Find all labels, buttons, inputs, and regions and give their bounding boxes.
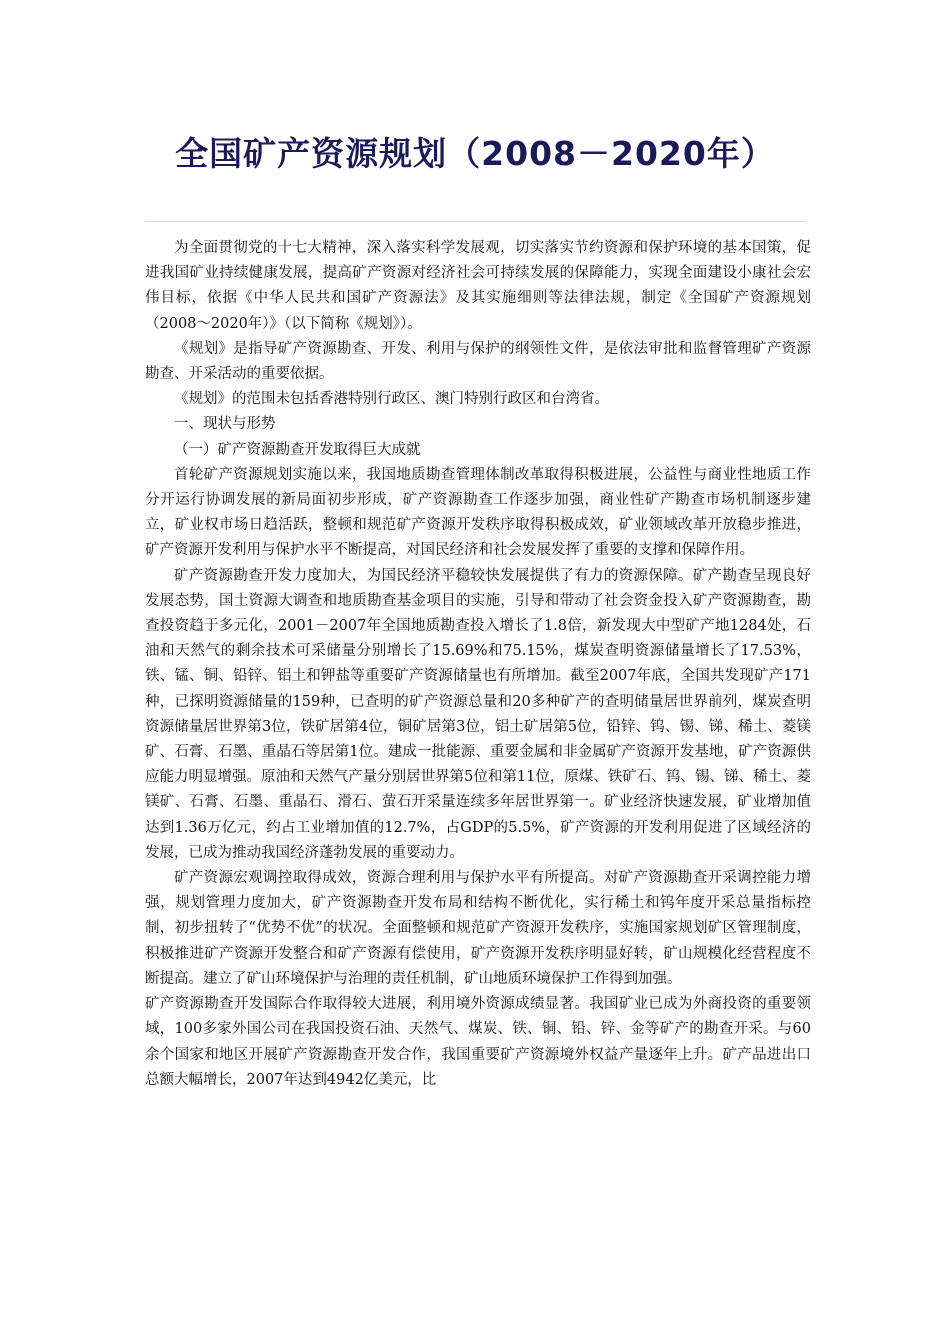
paragraph-macro-control: 矿产资源宏观调控取得成效，资源合理利用与保护水平有所提高。对矿产资源勘查开采调控能力增强，规划管理力度加大，矿产资源勘查开发布局和结构不断优化，实行稀土和钨年度开采总量指标控制，初步扭转了“优势不优”的状况。全面整顿和规范矿产资源开发秩序，实施国家规划矿区管理制度，积极推进矿产资源开发整合和矿产资源有偿使用，矿产资源开发秩序明显好转，矿山规模化经营程度不断提高。建立了矿山环境保护与治理的责任机制，矿山地质环境保护工作得到加强。 — [145, 870, 811, 987]
subsection-heading: （一）矿产资源勘查开发取得巨大成就 — [174, 441, 421, 458]
paragraph-intro: 为全面贯彻党的十七大精神，深入落实科学发展观，切实落实节约资源和保护环境的基本国策，促进我国矿业持续健康发展，提高矿产资源对经济社会可持续发展的保障能力，实现全面建设小康社会宏伟目标，依据《中华人民共和国矿产资源法》及其实施细则等法律法规，制定《全国矿产资源规划（2008～2020年）》（以下简称《规划》）。 — [145, 240, 811, 332]
paragraph-international: 矿产资源勘查开发国际合作取得较大进展，利用境外资源成绩显著。我国矿业已成为外商投资的重要领域，100多家外国公司在我国投资石油、天然气、煤炭、铁、铜、铅、锌、金等矿产的勘查开采。与60余个国家和地区开展矿产资源勘查开发合作，我国重要矿产资源境外权益产量逐年上升。矿产品进出口总额大幅增长，2007年达到4942亿美元，比 — [145, 996, 811, 1088]
paragraph-plan-scope: 《规划》的范围未包括香港特别行政区、澳门特别行政区和台湾省。 — [174, 391, 609, 408]
paragraph-achievements: 首轮矿产资源规划实施以来，我国地质勘查管理体制改革取得积极进展，公益性与商业性地质工作分开运行协调发展的新局面初步形成，矿产资源勘查工作逐步加强，商业性矿产勘查市场机制逐步建立，矿业权市场日趋活跃，整顿和规范矿产资源开发秩序取得积极成效，矿业领域改革开放稳步推进，矿产资源开发利用与保护水平不断提高，对国民经济和社会发展发挥了重要的支撑和保障作用。 — [145, 466, 811, 559]
section-heading: 一、现状与形势 — [174, 416, 276, 433]
title-divider — [145, 221, 805, 222]
paragraph-exploration: 矿产资源勘查开发力度加大，为国民经济平稳较快发展提供了有力的资源保障。矿产勘查呈现良好发展态势，国土资源大调查和地质勘查基金项目的实施，引导和带动了社会资金投入矿产资源勘查，勘查投资趋于多元化，2001－2007年全国地质勘查投入增长了1.8倍，新发现大中型矿产地1284处，石油和天然气的剩余技术可采储量分别增长了15.69%和75.15%，煤炭查明资源储量增长了17.53%，铁、锰、铜、铅锌、铝土和钾盐等重要矿产资源储量也有所增加。截至2007年底，全国共发现矿产171种，已探明资源储量的159种，已查明的矿产资源总量和20多种矿产的查明储量居世界前列，煤炭查明资源储量居世界第3位，铁矿居第4位，铜矿居第3位，铝土矿居第5位，铅锌、钨、锡、锑、稀土、菱镁矿、石膏、石墨、重晶石等居第1位。建成一批能源、重要金属和非金属矿产资源开发基地，矿产资源供应能力明显增强。原油和天然气产量分别居世界第5位和第11位，原煤、铁矿石、钨、锡、锑、稀土、菱镁矿、石膏、石墨、重晶石、滑石、萤石开采量连续多年居世界第一。矿业经济快速发展，矿业增加值达到1.36万亿元，约占工业增加值的12.7%，占GDP的5.5%，矿产资源的开发利用促进了区域经济的发展，已成为推动我国经济蓬勃发展的重要动力。 — [145, 567, 811, 861]
document-title: 全国矿产资源规划（2008－2020年） — [175, 134, 775, 173]
paragraph-plan-purpose: 《规划》是指导矿产资源勘查、开发、利用与保护的纲领性文件，是依法审批和监督管理矿产资源勘查、开采活动的重要依据。 — [145, 340, 811, 383]
document-body — [145, 236, 811, 1093]
